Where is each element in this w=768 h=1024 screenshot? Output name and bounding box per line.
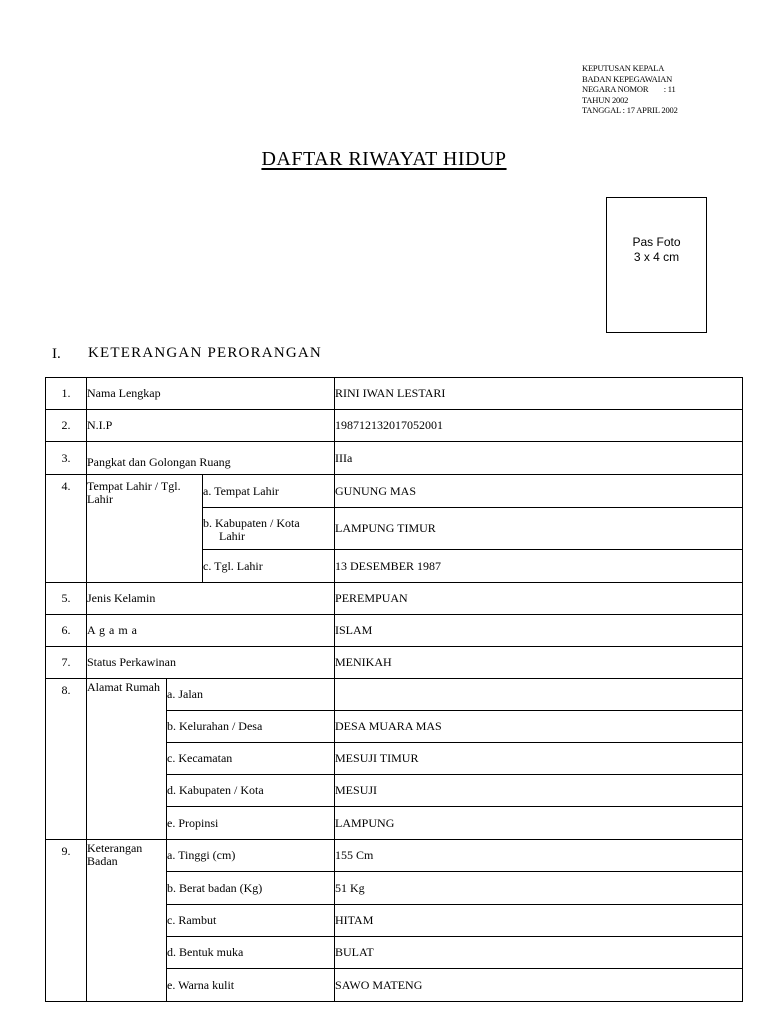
sub-field-label (203, 508, 335, 550)
table-row (46, 442, 743, 475)
field-value: MESUJI (335, 775, 743, 807)
field-value: PEREMPUAN (335, 583, 743, 615)
field-label: N.I.P (87, 410, 335, 442)
sub-field-label: e. Warna kulit (167, 969, 335, 1002)
section-title: KETERANGAN PERORANGAN (88, 345, 322, 361)
sub-field-label: b. Kelurahan / Desa (167, 711, 335, 743)
sub-field-label: c. Rambut (167, 905, 335, 937)
document-title: DAFTAR RIWAYAT HIDUP (261, 148, 507, 170)
field-label: A g a m a (87, 615, 335, 647)
field-value: LAMPUNG TIMUR (335, 508, 743, 550)
field-value: 198712132017052001 (335, 410, 743, 442)
table-row (46, 475, 743, 508)
row-number: 7. (46, 647, 87, 679)
sub-field-label: d. Kabupaten / Kota (167, 775, 335, 807)
photo-size: 3 x 4 cm (633, 250, 680, 264)
field-label: Jenis Kelamin (87, 583, 335, 615)
field-value: 155 Cm (335, 840, 743, 872)
field-value: MESUJI TIMUR (335, 743, 743, 775)
table-row (46, 583, 743, 615)
photo-placeholder (606, 197, 707, 333)
table-row (46, 840, 743, 872)
sub-field-label: a. Tempat Lahir (203, 475, 335, 508)
sub-field-label: d. Bentuk muka (167, 937, 335, 969)
field-value: ISLAM (335, 615, 743, 647)
field-value: SAWO MATENG (335, 969, 743, 1002)
row-number: 4. (46, 475, 87, 583)
row-number: 5. (46, 583, 87, 615)
sub-field-label: c. Kecamatan (167, 743, 335, 775)
sub-field-label-line: Lahir (219, 529, 245, 543)
sub-field-label-line: b. Kabupaten / Kota (203, 516, 300, 530)
table-row (46, 647, 743, 679)
field-label: Nama Lengkap (87, 378, 335, 410)
table-row (46, 410, 743, 442)
field-value: LAMPUNG (335, 807, 743, 840)
field-value (335, 679, 743, 711)
field-label: Alamat Rumah (87, 679, 167, 840)
field-value: GUNUNG MAS (335, 475, 743, 508)
field-value: HITAM (335, 905, 743, 937)
row-number: 3. (46, 442, 87, 475)
row-number: 1. (46, 378, 87, 410)
decree-line: KEPUTUSAN KEPALA (582, 63, 665, 73)
row-number: 6. (46, 615, 87, 647)
field-value: BULAT (335, 937, 743, 969)
field-value: MENIKAH (335, 647, 743, 679)
decree-reference (582, 63, 678, 116)
decree-line: NEGARA NOMOR : 11 (582, 84, 676, 94)
decree-line: TANGGAL : 17 APRIL 2002 (582, 105, 678, 115)
sub-field-label: a. Jalan (167, 679, 335, 711)
table-row (46, 679, 743, 711)
photo-label: Pas Foto (632, 235, 681, 249)
personal-info-table (45, 377, 743, 1002)
row-number: 9. (46, 840, 87, 1002)
sub-field-label: e. Propinsi (167, 807, 335, 840)
section-number: I. (52, 346, 61, 362)
field-label: Tempat Lahir / Tgl. Lahir (87, 475, 203, 583)
sub-field-label: a. Tinggi (cm) (167, 840, 335, 872)
field-label: Status Perkawinan (87, 647, 335, 679)
sub-field-label: b. Berat badan (Kg) (167, 872, 335, 905)
sub-field-label: c. Tgl. Lahir (203, 550, 335, 583)
table-row (46, 378, 743, 410)
decree-line: TAHUN 2002 (582, 94, 629, 105)
decree-line: BADAN KEPEGAWAIAN (582, 73, 673, 84)
row-number: 8. (46, 679, 87, 840)
field-value: RINI IWAN LESTARI (335, 378, 743, 410)
field-value: IIIa (335, 442, 743, 475)
table-row (46, 615, 743, 647)
field-label: Keterangan Badan (87, 840, 167, 1002)
field-value: 51 Kg (335, 872, 743, 905)
field-value: 13 DESEMBER 1987 (335, 550, 743, 583)
field-value: DESA MUARA MAS (335, 711, 743, 743)
field-label: Pangkat dan Golongan Ruang (87, 442, 335, 475)
row-number: 2. (46, 410, 87, 442)
